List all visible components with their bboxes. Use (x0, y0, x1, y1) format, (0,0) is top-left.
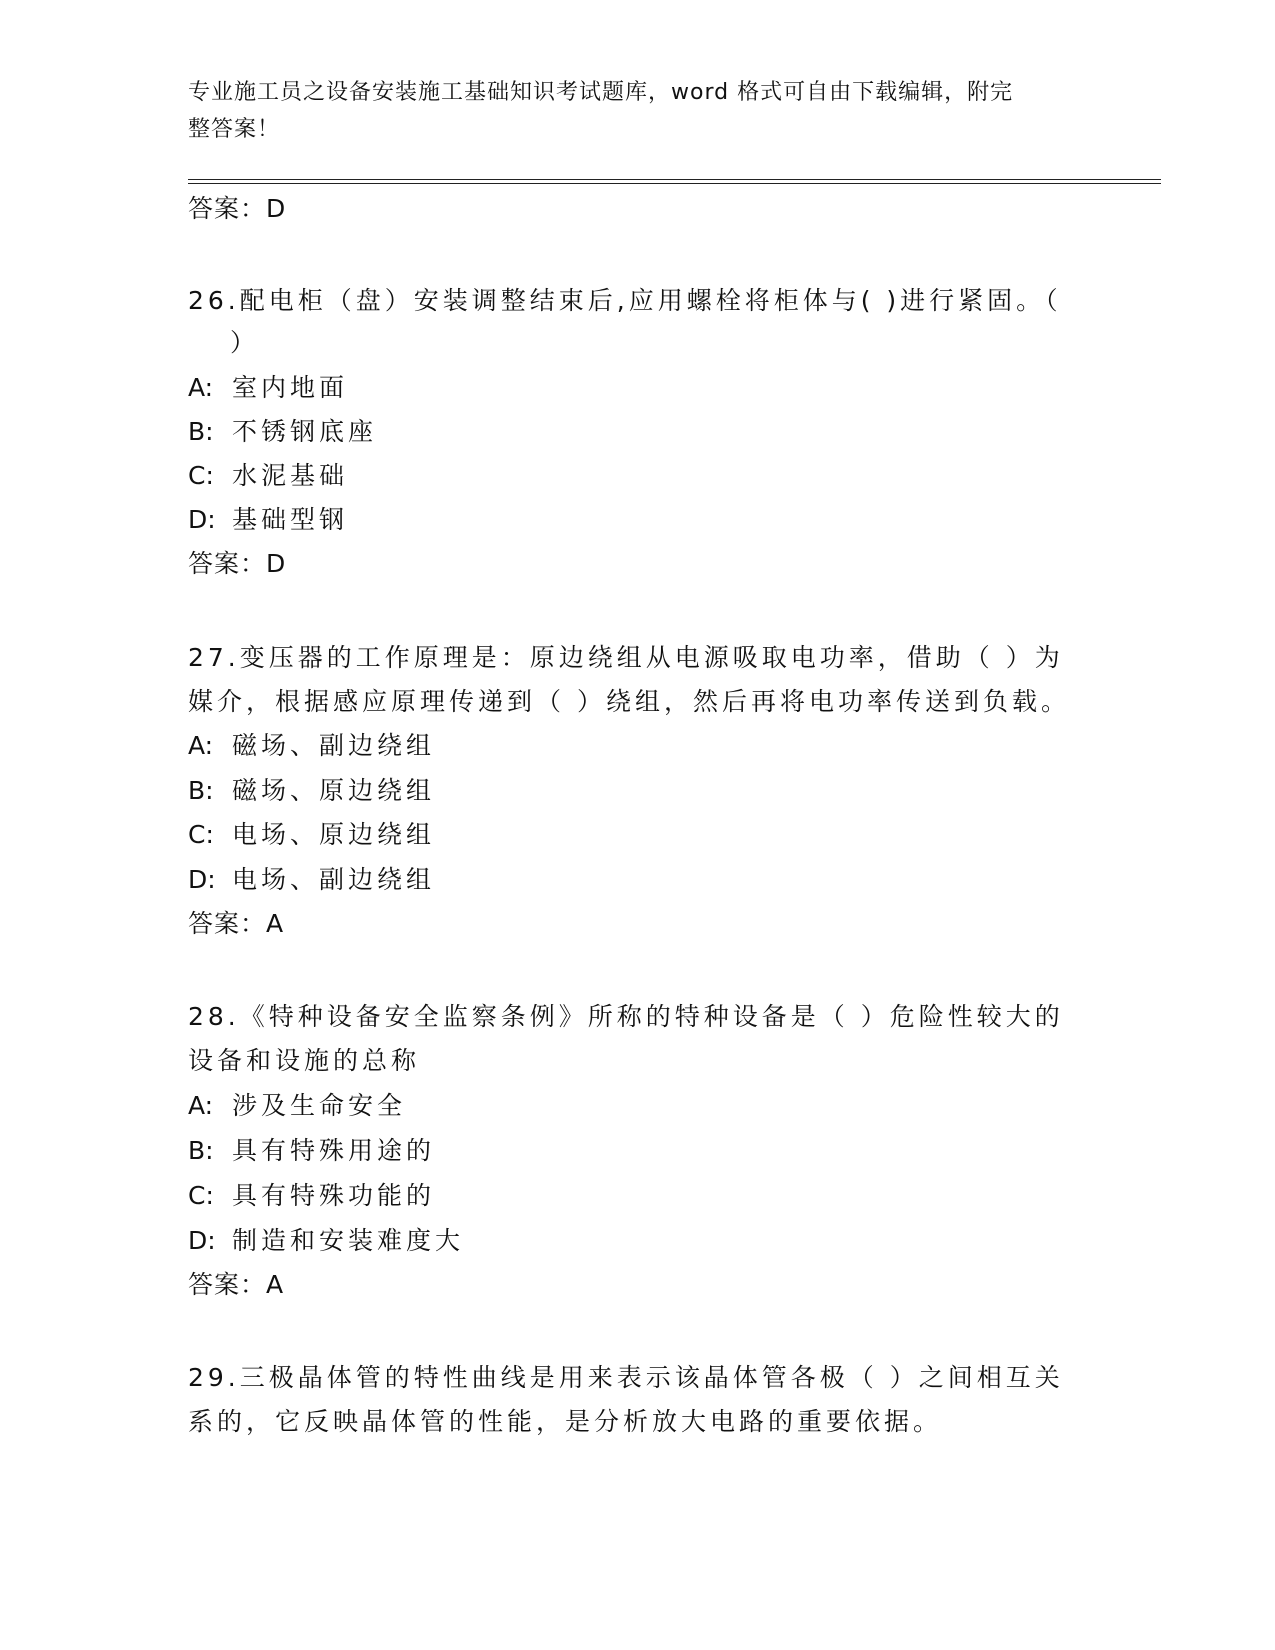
option-text: 涉及生命安全 (232, 1091, 407, 1120)
option-text: 具有特殊用途的 (232, 1136, 436, 1165)
option-key: C: (188, 820, 214, 849)
option-key: B: (188, 776, 214, 805)
option-key: C: (188, 1181, 214, 1210)
question-28-line-2: 设备和设施的总称 (188, 1046, 421, 1075)
question-26-answer: 答案：D (188, 549, 287, 578)
question-27-option-a (188, 728, 435, 764)
option-key: D: (188, 505, 216, 534)
document-header (188, 74, 1078, 148)
question-27-option-c (188, 817, 435, 853)
option-text: 具有特殊功能的 (232, 1181, 436, 1210)
option-text: 基础型钢 (232, 505, 349, 534)
question-28-option-a (188, 1088, 406, 1124)
option-text: 电场、原边绕组 (232, 820, 436, 849)
question-27-option-b (188, 773, 435, 809)
question-26-option-b (188, 414, 377, 450)
option-key: A: (188, 373, 214, 402)
question-29-line-2: 系的，它反映晶体管的性能，是分析放大电路的重要依据。 (188, 1407, 943, 1436)
option-key: C: (188, 461, 214, 490)
option-key: D: (188, 1226, 216, 1255)
question-27-answer: 答案：A (188, 909, 285, 938)
question-26-line-1: 26.配电柜（盘）安装调整结束后,应用螺栓将柜体与( )进行紧固。（ (188, 286, 1062, 315)
answer-25: 答案：D (188, 194, 287, 223)
option-key: D: (188, 865, 216, 894)
header-line-2: 整答案！ (188, 117, 281, 142)
option-text: 室内地面 (232, 373, 349, 402)
question-26-option-c (188, 458, 348, 494)
option-text: 水泥基础 (232, 461, 349, 490)
question-26-option-a (188, 370, 348, 406)
option-key: B: (188, 417, 214, 446)
question-28-answer: 答案：A (188, 1270, 285, 1299)
option-text: 制造和安装难度大 (232, 1226, 465, 1255)
question-27-option-d (188, 862, 435, 898)
question-26-option-d (188, 502, 348, 538)
option-text: 磁场、副边绕组 (232, 731, 436, 760)
question-26-line-2: ） (230, 328, 260, 357)
option-key: A: (188, 1091, 214, 1120)
question-28-line-1: 28.《特种设备安全监察条例》所称的特种设备是（ ）危险性较大的 (188, 1002, 1064, 1031)
question-29-line-1: 29.三极晶体管的特性曲线是用来表示该晶体管各极（ ）之间相互关 (188, 1363, 1064, 1392)
question-27-line-1: 27.变压器的工作原理是：原边绕组从电源吸取电功率，借助（ ）为 (188, 643, 1064, 672)
option-key: A: (188, 731, 214, 760)
option-text: 电场、副边绕组 (232, 865, 436, 894)
question-28-option-d (188, 1223, 464, 1259)
question-28-option-c (188, 1178, 435, 1214)
question-27-line-2: 媒介，根据感应原理传递到（ ）绕组，然后再将电功率传送到负载。 (188, 687, 1070, 716)
option-key: B: (188, 1136, 214, 1165)
question-28-option-b (188, 1133, 435, 1169)
option-text: 磁场、原边绕组 (232, 776, 436, 805)
header-divider-bottom (188, 183, 1161, 184)
header-line-1: 专业施工员之设备安装施工基础知识考试题库，word 格式可自由下载编辑，附完 (188, 80, 1014, 105)
header-divider-top (188, 179, 1161, 180)
option-text: 不锈钢底座 (232, 417, 378, 446)
